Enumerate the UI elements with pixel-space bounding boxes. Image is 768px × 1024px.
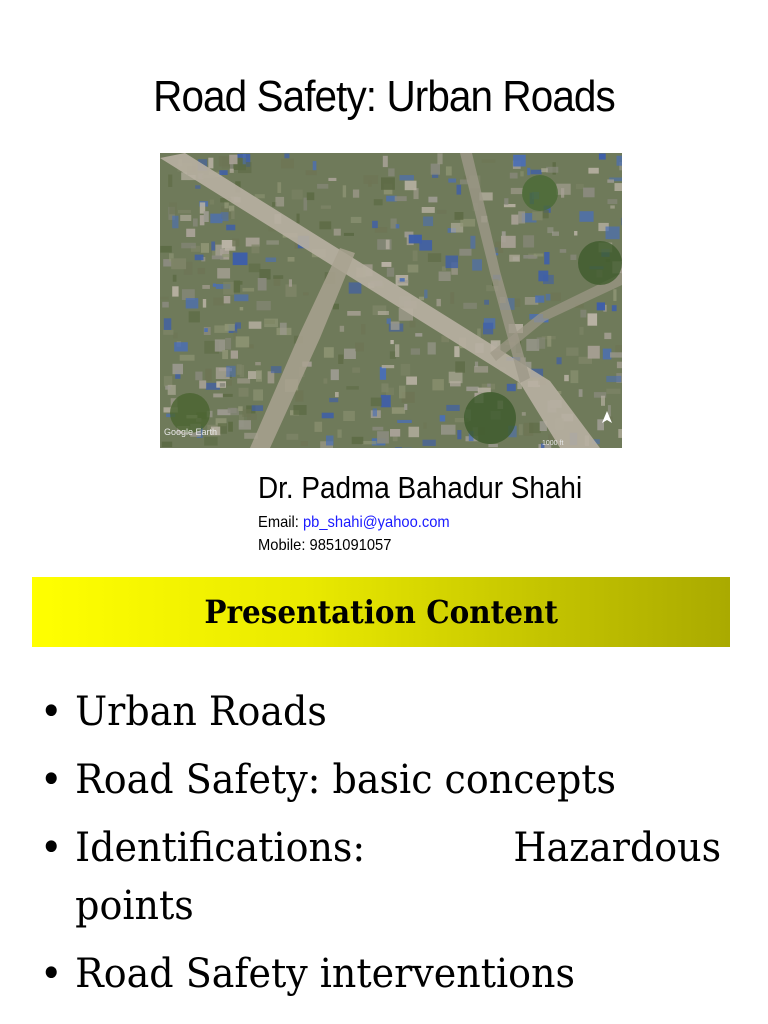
email-link[interactable]: pb_shahi@yahoo.com — [302, 514, 450, 531]
email-label: Email: — [258, 514, 303, 531]
bullet-icon: • — [40, 825, 63, 871]
bullet-icon: • — [40, 757, 63, 803]
list-item — [40, 751, 696, 809]
section-banner — [32, 577, 730, 647]
bullet-icon: • — [40, 689, 63, 735]
section-heading: Presentation Content — [204, 593, 558, 631]
image-watermark-text: Google Earth — [164, 427, 218, 437]
mobile-line: Mobile: 9851091057 — [258, 537, 392, 554]
content-list — [40, 683, 730, 1013]
image-scale-text: 1000 ft — [542, 440, 564, 447]
email-line — [258, 514, 450, 532]
list-item-text: points — [75, 883, 194, 929]
slide-title: Road Safety: Urban Roads — [153, 72, 615, 121]
author-name: Dr. Padma Bahadur Shahi — [258, 470, 583, 505]
list-item-text: Urban Roads — [75, 689, 327, 735]
aerial-map-image — [160, 153, 622, 448]
bullet-icon: • — [40, 951, 63, 997]
list-item — [40, 945, 696, 1003]
list-item-text: Road Safety interventions — [75, 951, 576, 997]
list-item-text: Road Safety: basic concepts — [75, 757, 617, 803]
list-item — [40, 683, 696, 741]
list-item-text: Identifications: — [75, 825, 366, 871]
list-item-text: Hazardous — [513, 825, 722, 871]
list-item — [40, 819, 722, 935]
list-item-line — [75, 819, 721, 877]
